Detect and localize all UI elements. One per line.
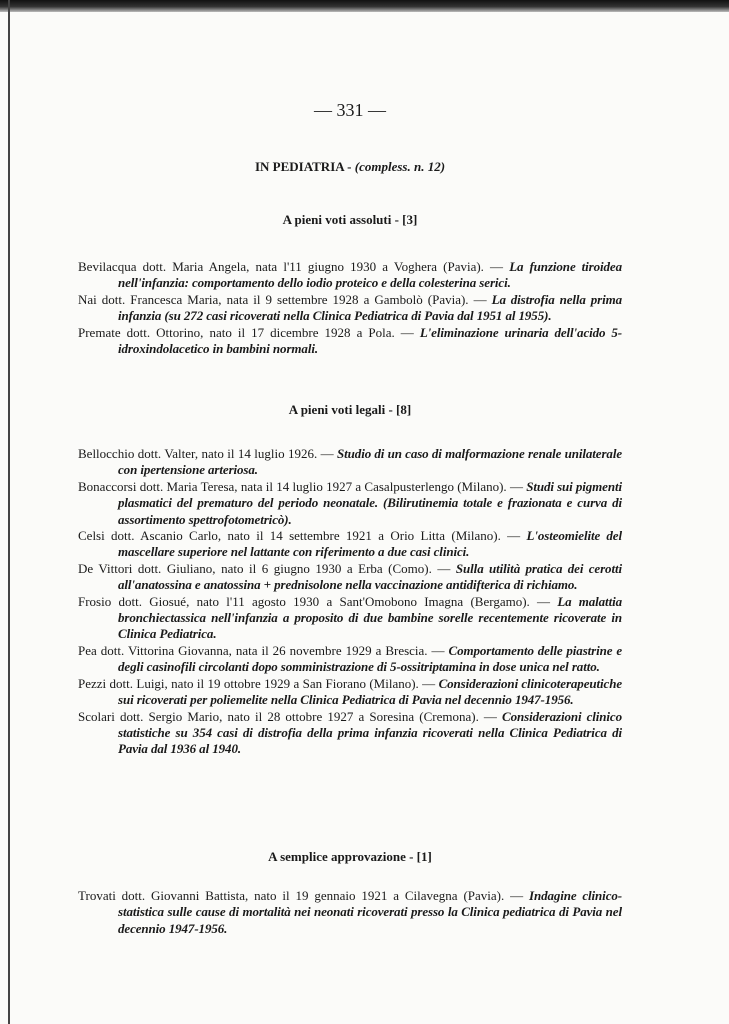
scan-edge-left xyxy=(8,0,10,1024)
entry-list xyxy=(78,259,622,357)
list-item xyxy=(78,888,622,937)
entry-title: Considerazioni clinicoterapeutiche sui ricoverati per poliemelite nella Clinica Pediatrica di Pavia nel decennio 1947-1956. xyxy=(118,675,622,708)
entry-title: La malattia bronchiectassica nell'infanzia a proposito di due bambine sorelle recentemente ricoverate in Clinica Pediatrica. xyxy=(118,593,622,642)
group-heading: A pieni voti assoluti - [3] xyxy=(282,212,418,227)
group-heading: A pieni voti legali - [8] xyxy=(288,402,412,417)
entry-title: Studi sui pigmenti plasmatici del prematuro del periodo neonatale. (Bilirutinemia totale e frazionata e curva di assortimento spettrofotometricò). xyxy=(118,478,623,527)
entry-person: Bellocchio dott. Valter, nato il 14 luglio 1926. — xyxy=(78,446,338,461)
entry-person: Bevilacqua dott. Maria Angela, nata l'11 giugno 1930 a Voghera (Pavia). — xyxy=(78,259,510,274)
entry-title: L'eliminazione urinaria dell'acido 5-idroxindolacetico in bambini normali. xyxy=(118,324,622,357)
entry-person: De Vittori dott. Giuliano, nato il 6 giugno 1930 a Erba (Como). — xyxy=(78,560,456,576)
entry-title: La funzione tiroidea nell'infanzia: comportamento dello iodio proteico e della colesterina serici. xyxy=(118,259,622,291)
entry-title: Comportamento delle piastrine e degli casinofili circolanti dopo somministrazione di 5-ossitriptamina in dose unica nel ratto. xyxy=(118,642,622,675)
list-item xyxy=(78,709,622,758)
entry-title: Sulla utilità pratica dei cerotti all'anatossina e anatossina + prednisolone nella vaccinazione antidifterica di richiamo. xyxy=(118,560,622,593)
entry-list xyxy=(78,888,622,937)
list-item xyxy=(78,594,622,643)
section-title xyxy=(0,159,700,175)
list-item xyxy=(78,643,622,676)
entry-person: Premate dott. Ottorino, nato il 17 dicembre 1928 a Pola. — xyxy=(78,324,420,340)
list-item xyxy=(78,325,622,358)
entry-title: L'osteomielite del mascellare superiore nel lattante con riferimento a due casi clinici. xyxy=(118,528,622,560)
entry-person: Celsi dott. Ascanio Carlo, nato il 14 settembre 1921 a Orio Litta (Milano). — xyxy=(78,528,527,544)
list-item xyxy=(78,259,622,292)
group-heading: A semplice approvazione - [1] xyxy=(268,849,432,864)
entry-person: Scolari dott. Sergio Mario, nato il 28 ottobre 1927 a Soresina (Cremona). — xyxy=(78,708,503,724)
page-number: — 331 — xyxy=(314,100,386,120)
entry-title: Considerazioni clinico statistiche su 354 casi di distrofia della prima infanzia ricoverati nella Clinica Pediatrica di Pavia dal 1936 al 1940. xyxy=(118,708,622,757)
entry-person: Pea dott. Vittorina Giovanna, nata il 26 novembre 1929 a Brescia. — xyxy=(78,642,449,658)
list-item xyxy=(78,479,622,528)
section-title-sub: (compless. n. 12) xyxy=(354,159,446,174)
scan-edge-top xyxy=(0,0,729,12)
section-title-main: IN PEDIATRIA - xyxy=(254,159,355,174)
list-item xyxy=(78,676,622,709)
entry-person: Pezzi dott. Luigi, nato il 19 ottobre 1929 a San Fiorano (Milano). — xyxy=(78,675,439,691)
entry-person: Nai dott. Francesca Maria, nata il 9 settembre 1928 a Gambolò (Pavia). — xyxy=(78,291,492,307)
list-item xyxy=(78,561,622,594)
entry-title: La distrofia nella prima infanzia (su 272 casi ricoverati nella Clinica Pediatrica di Pavia dal 1951 al 1955). xyxy=(118,291,622,324)
entry-person: Trovati dott. Giovanni Battista, nato il 19 gennaio 1921 a Cilavegna (Pavia). — xyxy=(78,888,529,903)
list-item xyxy=(78,292,622,325)
list-item xyxy=(78,528,622,561)
entry-person: Bonaccorsi dott. Maria Teresa, nata il 14 luglio 1927 a Casalpusterlengo (Milano). — xyxy=(78,478,527,494)
entry-title: Indagine clinico-statistica sulle cause di mortalità nei neonati ricoverati presso la Clinica pediatrica di Pavia nel decennio 1947-1956. xyxy=(118,888,622,936)
list-item xyxy=(78,446,622,479)
entry-list xyxy=(78,446,622,758)
entry-title: Studio di un caso di malformazione renale unilaterale con ipertensione arteriosa. xyxy=(118,446,622,478)
entry-person: Frosio dott. Giosué, nato l'11 agosto 1930 a Sant'Omobono Imagna (Bergamo). — xyxy=(78,593,558,609)
